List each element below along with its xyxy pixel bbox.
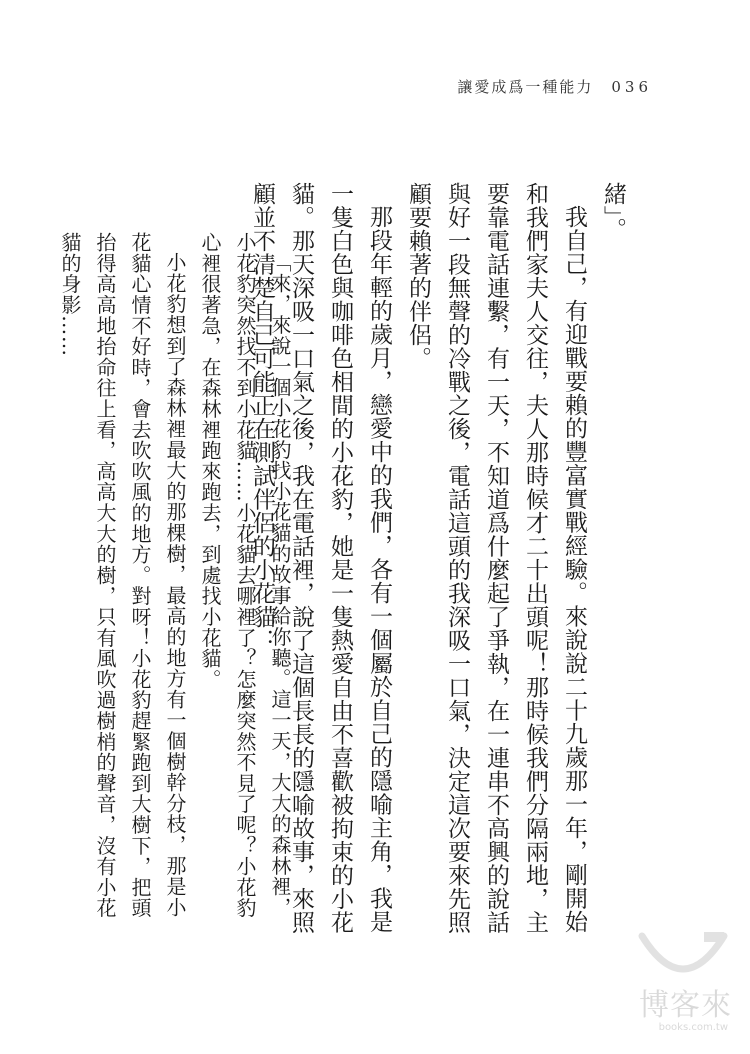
paragraph-continuation: 緒」。 — [600, 182, 626, 241]
paragraph: 我自己，有迎戰要賴的豐富實戰經驗。來說說二十九歲那一年，剛開始和我們家夫人交往，夫人那時候才二十出頭呢！那時候我們分隔兩地，主要靠電話連繫，有一天，不知道爲什麼起了爭執，在一連串不高興的說話與好一段無聲的冷戰之後，電話這頭的我深吸一口氣，決定這次要來先照顧要賴著的伴侶。 — [405, 182, 587, 934]
story-quote — [52, 232, 297, 932]
smile-logo-icon — [638, 932, 728, 978]
running-header — [457, 76, 652, 97]
book-title: 讓愛成爲一種能力 — [457, 78, 594, 96]
story-paragraph: 小花豹想到了森林裡最大的那棵樹，最高的地方有一個樹幹分枝，那是小花貓心情不好時，會去吹吹風的地方。對呀！小花豹趕緊跑到大樹下，把頭抬得高高地抬命往上看，高高大大的樹，只有風吹過樹梢的聲音，沒有小花貓的身影…… — [58, 232, 187, 919]
story-paragraph: 「來，來說一個小花豹找小花貓的故事給你聽。這一天，大大的森林裡，小花豹突然找不到小花貓……小花貓去哪裡了？怎麼突然不見了呢？小花豹心裡很著急，在森林裡跑來跑去，到處找小花貓。 — [198, 232, 292, 919]
page-number: 036 — [611, 78, 652, 96]
paragraph: 那段年輕的歲月，戀愛中的我們，各有一個屬於自己的隱喻主角，我是一隻白色與咖啡色相間的小花豹，她是一隻熱愛自由不喜歡被拘束的小花貓。那天深吸一口氣之後，我在電話裡，說了這個長長的隱喻故事，來照顧並不清楚自己可能正在測試伴侶的小花貓： — [249, 182, 392, 934]
watermark-name: 博客來 — [639, 988, 732, 1023]
watermark — [617, 932, 742, 1042]
watermark-url: books.com.tw — [658, 1022, 728, 1033]
main-text — [242, 182, 632, 942]
